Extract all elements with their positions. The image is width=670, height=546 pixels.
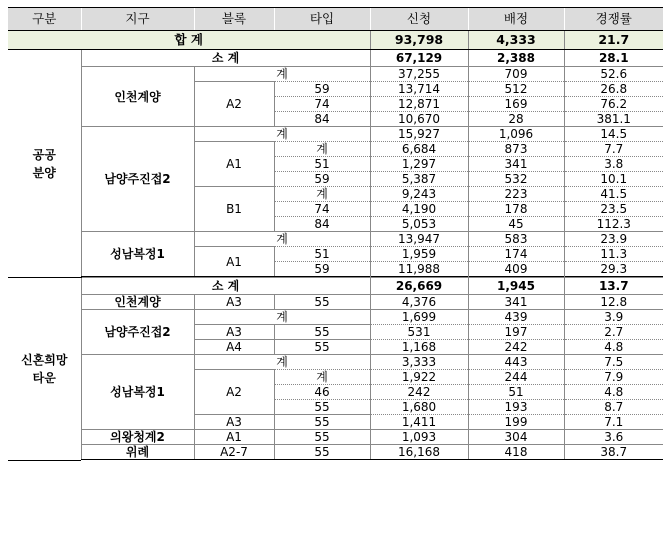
header-jigu: 지구 [81,8,194,31]
district-namyang-newlywed: 남양주진접2 [81,310,194,355]
table-row [8,310,663,325]
block-a1: A1 [194,247,274,277]
cell-type: 59 [274,262,370,277]
sum-label: 계 [194,232,370,247]
district-wirye-newlywed: 위례 [81,445,194,460]
grand-total-row [8,31,663,50]
table-row [8,232,663,247]
cell-type: 55 [274,400,370,415]
cell-apply: 4,190 [370,202,468,217]
block-a3: A3 [194,295,274,310]
cell-rate: 38.7 [564,445,663,460]
cell-assign: 178 [468,202,564,217]
block-a2: A2 [194,82,274,127]
header-rate: 경쟁률 [564,8,663,31]
cell-assign: 341 [468,295,564,310]
cell-rate: 381.1 [564,112,663,127]
district-seongnam-newlywed: 성남복정1 [81,355,194,430]
sum-label: 계 [194,127,370,142]
header-gubun: 구분 [8,8,81,31]
cell-assign: 1,096 [468,127,564,142]
cell-apply: 13,947 [370,232,468,247]
table-row [8,127,663,142]
cell-rate: 23.9 [564,232,663,247]
cell-type: 46 [274,385,370,400]
grand-total-label: 합 계 [8,31,370,50]
public-subtotal-rate: 28.1 [564,50,663,67]
cell-assign: 199 [468,415,564,430]
cell-rate: 76.2 [564,97,663,112]
cell-assign: 193 [468,400,564,415]
cell-rate: 4.8 [564,340,663,355]
cell-rate: 12.8 [564,295,663,310]
cell-apply: 13,714 [370,82,468,97]
cell-apply: 12,871 [370,97,468,112]
cell-type: 84 [274,217,370,232]
cell-assign: 169 [468,97,564,112]
newlywed-subtotal-label: 소 계 [81,278,370,295]
header-block: 블록 [194,8,274,31]
cell-rate: 7.1 [564,415,663,430]
table-row [8,430,663,445]
cell-assign: 244 [468,370,564,385]
block-a4: A4 [194,340,274,355]
cell-apply: 1,168 [370,340,468,355]
sum-label: 계 [194,67,370,82]
cell-assign: 532 [468,172,564,187]
cell-assign: 223 [468,187,564,202]
cell-rate: 3.9 [564,310,663,325]
cell-type: 계 [274,370,370,385]
block-b1: B1 [194,187,274,232]
cell-assign: 51 [468,385,564,400]
grand-total-assign: 4,333 [468,31,564,50]
cell-apply: 16,168 [370,445,468,460]
cell-type: 51 [274,247,370,262]
district-uiwang-newlywed: 의왕청계2 [81,430,194,445]
cell-apply: 3,333 [370,355,468,370]
cell-type: 59 [274,82,370,97]
group-public-label: 공공 분양 [8,50,81,278]
cell-assign: 439 [468,310,564,325]
block-a2: A2 [194,370,274,415]
cell-type: 84 [274,112,370,127]
cell-apply: 6,684 [370,142,468,157]
sum-label: 계 [194,310,370,325]
grand-total-apply: 93,798 [370,31,468,50]
cell-apply: 1,411 [370,415,468,430]
public-subtotal-row [8,50,663,67]
district-incheon-public: 인천계양 [81,67,194,127]
cell-rate: 8.7 [564,400,663,415]
cell-assign: 304 [468,430,564,445]
cell-assign: 197 [468,325,564,340]
header-apply: 신청 [370,8,468,31]
district-namyang-public: 남양주진접2 [81,127,194,232]
cell-type: 74 [274,97,370,112]
cell-rate: 26.8 [564,82,663,97]
table-row [8,445,663,460]
cell-type: 계 [274,142,370,157]
cell-assign: 709 [468,67,564,82]
district-incheon-newlywed: 인천계양 [81,295,194,310]
header-type: 타입 [274,8,370,31]
public-subtotal-label: 소 계 [81,50,370,67]
block-a3: A3 [194,325,274,340]
grand-total-rate: 21.7 [564,31,663,50]
cell-type: 59 [274,172,370,187]
table-row [8,67,663,82]
cell-assign: 45 [468,217,564,232]
cell-assign: 873 [468,142,564,157]
block-a1: A1 [194,142,274,187]
block-a3: A3 [194,415,274,430]
cell-rate: 7.9 [564,370,663,385]
cell-apply: 9,243 [370,187,468,202]
cell-assign: 242 [468,340,564,355]
cell-type: 계 [274,187,370,202]
cell-apply: 4,376 [370,295,468,310]
group-newlywed-label: 신혼희망 타운 [8,278,81,461]
public-subtotal-apply: 67,129 [370,50,468,67]
cell-apply: 1,680 [370,400,468,415]
cell-apply: 242 [370,385,468,400]
newlywed-subtotal-row [8,278,663,295]
cell-apply: 11,988 [370,262,468,277]
table-row [8,295,663,310]
cell-assign: 341 [468,157,564,172]
cell-type: 74 [274,202,370,217]
cell-apply: 5,387 [370,172,468,187]
cell-type: 55 [274,340,370,355]
cell-apply: 5,053 [370,217,468,232]
cell-rate: 112.3 [564,217,663,232]
cell-assign: 512 [468,82,564,97]
cell-type: 55 [274,445,370,460]
cell-apply: 37,255 [370,67,468,82]
newlywed-subtotal-rate: 13.7 [564,278,663,295]
header-assign: 배정 [468,8,564,31]
cell-type: 55 [274,295,370,310]
newlywed-subtotal-assign: 1,945 [468,278,564,295]
cell-apply: 1,297 [370,157,468,172]
cell-rate: 14.5 [564,127,663,142]
cell-assign: 174 [468,247,564,262]
block-a2-7: A2-7 [194,445,274,460]
district-seongnam-public: 성남복정1 [81,232,194,277]
cell-apply: 1,959 [370,247,468,262]
cell-apply: 1,922 [370,370,468,385]
cell-rate: 7.7 [564,142,663,157]
cell-assign: 418 [468,445,564,460]
cell-apply: 531 [370,325,468,340]
cell-rate: 23.5 [564,202,663,217]
block-a1: A1 [194,430,274,445]
public-subtotal-assign: 2,388 [468,50,564,67]
cell-apply: 1,699 [370,310,468,325]
cell-rate: 10.1 [564,172,663,187]
cell-rate: 7.5 [564,355,663,370]
cell-apply: 10,670 [370,112,468,127]
cell-rate: 3.6 [564,430,663,445]
cell-rate: 41.5 [564,187,663,202]
newlywed-subtotal-apply: 26,669 [370,278,468,295]
cell-type: 55 [274,415,370,430]
cell-type: 55 [274,430,370,445]
cell-assign: 28 [468,112,564,127]
cell-rate: 4.8 [564,385,663,400]
sum-label: 계 [194,355,370,370]
cell-apply: 15,927 [370,127,468,142]
cell-apply: 1,093 [370,430,468,445]
cell-rate: 3.8 [564,157,663,172]
cell-rate: 52.6 [564,67,663,82]
table-row [8,355,663,370]
cell-type: 51 [274,157,370,172]
cell-rate: 2.7 [564,325,663,340]
header-row [8,8,663,31]
cell-assign: 443 [468,355,564,370]
cell-type: 55 [274,325,370,340]
cell-assign: 583 [468,232,564,247]
competition-rate-table [8,7,663,461]
cell-rate: 11.3 [564,247,663,262]
cell-assign: 409 [468,262,564,277]
cell-rate: 29.3 [564,262,663,277]
